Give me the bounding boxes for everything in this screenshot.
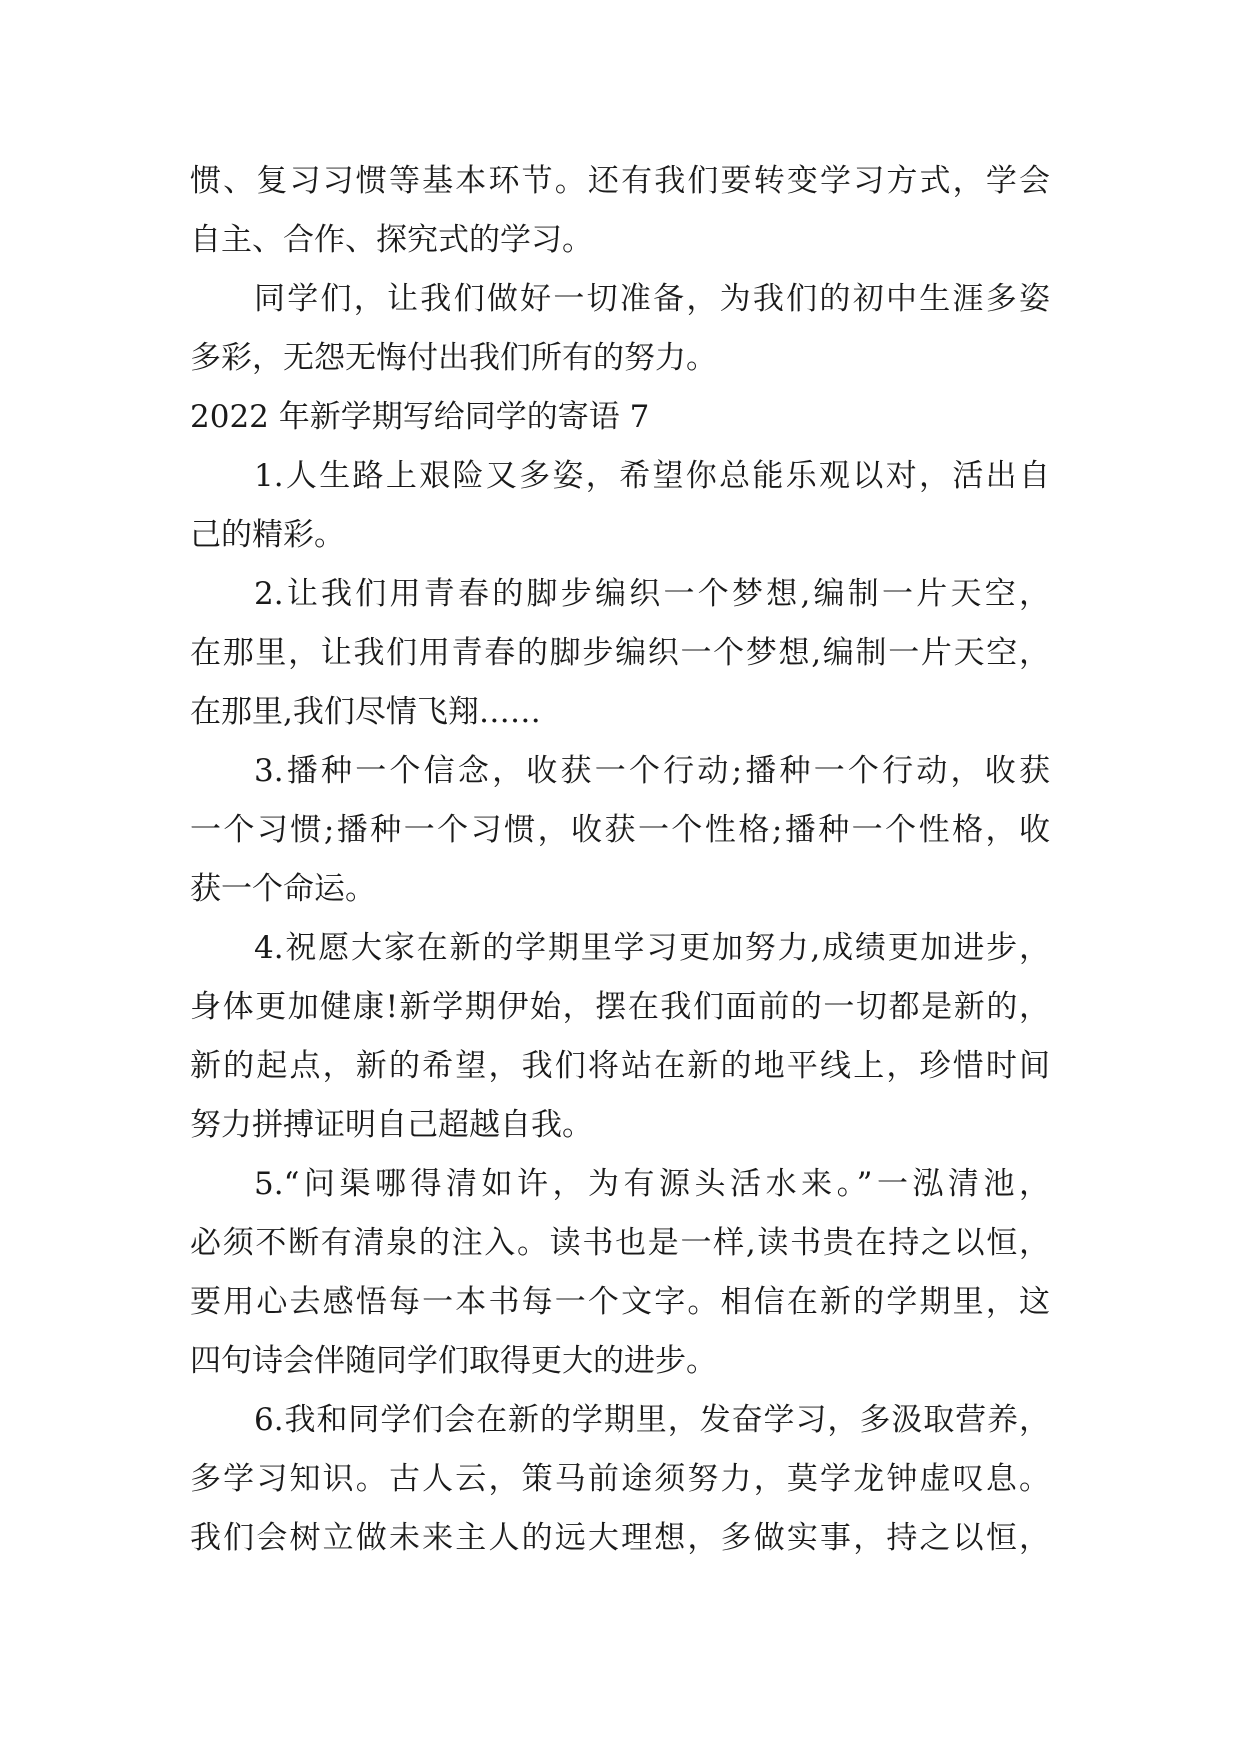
document-page bbox=[190, 152, 1050, 1568]
text-line: 自主、合作、探究式的学习。 bbox=[190, 222, 593, 258]
text-line: 获一个命运。 bbox=[190, 871, 376, 907]
text-line: 惯、复习习惯等基本环节。还有我们要转变学习方式，学会 bbox=[190, 163, 1050, 199]
text-line: 一个习惯;播种一个习惯，收获一个性格;播种一个性格，收 bbox=[190, 812, 1050, 848]
section-heading: 2022 年新学期写给同学的寄语 7 bbox=[190, 399, 650, 435]
text-line: 同学们，让我们做好一切准备，为我们的初中生涯多姿 bbox=[254, 281, 1050, 317]
text-line: 在那里，让我们用青春的脚步编织一个梦想,编制一片天空， bbox=[190, 635, 1050, 671]
text-line: 多彩，无怨无悔付出我们所有的努力。 bbox=[190, 340, 717, 376]
text-line: 6.我和同学们会在新的学期里，发奋学习，多汲取营养， bbox=[254, 1402, 1050, 1438]
text-line: 新的起点，新的希望，我们将站在新的地平线上，珍惜时间 bbox=[190, 1048, 1050, 1084]
text-line: 5.“问渠哪得清如许，为有源头活水来。”一泓清池， bbox=[254, 1166, 1050, 1202]
text-line: 四句诗会伴随同学们取得更大的进步。 bbox=[190, 1343, 717, 1379]
text-line: 在那里,我们尽情飞翔…… bbox=[190, 694, 541, 730]
text-line: 4.祝愿大家在新的学期里学习更加努力,成绩更加进步， bbox=[254, 930, 1050, 966]
text-line: 3.播种一个信念，收获一个行动;播种一个行动，收获 bbox=[254, 753, 1050, 789]
text-line: 我们会树立做未来主人的远大理想，多做实事，持之以恒， bbox=[190, 1520, 1050, 1556]
text-line: 1.人生路上艰险又多姿，希望你总能乐观以对，活出自 bbox=[254, 458, 1050, 494]
text-line: 努力拼搏证明自己超越自我。 bbox=[190, 1107, 593, 1143]
text-line: 多学习知识。古人云，策马前途须努力，莫学龙钟虚叹息。 bbox=[190, 1461, 1050, 1497]
text-line: 身体更加健康!新学期伊始，摆在我们面前的一切都是新的， bbox=[190, 989, 1050, 1025]
text-line: 必须不断有清泉的注入。读书也是一样,读书贵在持之以恒， bbox=[190, 1225, 1050, 1261]
text-line: 己的精彩。 bbox=[190, 517, 345, 553]
text-line: 2.让我们用青春的脚步编织一个梦想,编制一片天空， bbox=[254, 576, 1050, 612]
text-line: 要用心去感悟每一本书每一个文字。相信在新的学期里，这 bbox=[190, 1284, 1050, 1320]
